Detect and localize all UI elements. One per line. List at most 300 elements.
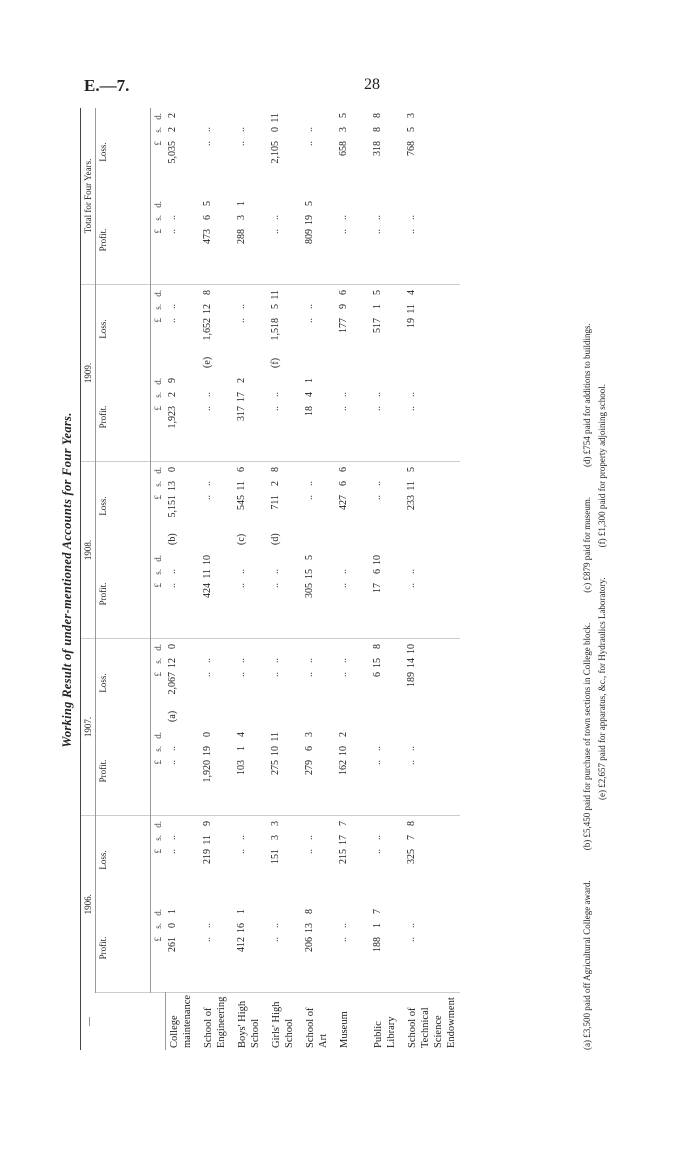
pounds: .. — [371, 494, 383, 500]
note-ref: (a) — [167, 710, 178, 722]
pounds: 1,923 — [167, 405, 178, 429]
pounds: 177 — [337, 317, 349, 333]
shillings: .. — [235, 834, 247, 840]
profit-cell — [234, 196, 268, 285]
loss-cell — [200, 108, 234, 196]
pence: 1 — [303, 377, 315, 383]
pounds: 2,067 — [167, 671, 178, 695]
unit-label: £ — [153, 582, 163, 588]
note-ref — [338, 352, 349, 368]
shillings: 6 — [337, 480, 349, 486]
shillings: .. — [405, 568, 417, 574]
profit-cell — [404, 196, 460, 285]
note-ref — [270, 794, 281, 810]
page-code: E.—7. — [84, 76, 130, 95]
pence: 3 — [303, 731, 315, 737]
loss-cell — [165, 815, 200, 904]
table-row — [404, 108, 460, 1050]
pence: 5 — [405, 466, 417, 472]
year-header: 1909. — [81, 284, 96, 461]
loss-cell — [370, 638, 404, 727]
pence: 11 — [269, 289, 281, 300]
pence — [304, 290, 315, 304]
page-number: 28 — [364, 76, 380, 93]
profit-cell — [268, 196, 302, 285]
shillings: 13 — [303, 922, 315, 933]
unit-header — [151, 284, 166, 373]
note-ref — [406, 794, 417, 810]
note-ref — [338, 706, 349, 722]
shillings: 11 — [405, 480, 417, 491]
unit-header — [151, 904, 166, 993]
loss-cell — [200, 638, 234, 727]
pence: 7 — [371, 908, 383, 914]
note-ref — [304, 529, 315, 545]
loss-cell — [302, 815, 336, 904]
shillings: .. — [337, 214, 349, 220]
note-ref — [202, 883, 213, 899]
loss-cell — [234, 108, 268, 196]
shillings: .. — [167, 214, 178, 220]
shillings: .. — [269, 922, 281, 928]
footnote-b: (b) £5,450 paid for purchase of town sections in College block. — [582, 622, 592, 851]
note-ref: (f) — [269, 357, 281, 368]
note-ref: (b) — [167, 533, 178, 545]
pence — [406, 201, 417, 215]
pounds: 427 — [337, 494, 349, 510]
note-ref — [372, 706, 383, 722]
profit-cell — [336, 727, 370, 816]
pence — [167, 290, 178, 304]
note-ref — [338, 883, 349, 899]
pence — [338, 378, 349, 392]
pounds: .. — [405, 582, 417, 588]
shillings: .. — [405, 745, 417, 751]
note-ref — [167, 440, 178, 456]
note-ref — [202, 971, 213, 987]
unit-label: s. — [153, 745, 163, 752]
unit-label: d. — [153, 289, 163, 297]
note-ref — [202, 706, 213, 722]
note-ref — [202, 529, 213, 545]
loss-cell — [370, 284, 404, 373]
pence: 5 — [201, 200, 213, 206]
loss-cell — [268, 815, 302, 904]
pounds: .. — [201, 494, 213, 500]
note-ref — [236, 971, 247, 987]
shillings: .. — [201, 126, 213, 132]
profit-cell — [404, 550, 460, 639]
unit-label: s. — [153, 391, 163, 398]
rotated-table-block — [60, 80, 640, 1080]
shillings: .. — [269, 391, 281, 397]
loss-header: Loss. — [96, 108, 151, 196]
pounds: 1,518 — [269, 317, 281, 341]
shillings: 11 — [405, 303, 417, 314]
pence — [304, 644, 315, 658]
profit-header: Profit. — [96, 373, 151, 462]
pounds: 19 — [405, 317, 417, 328]
shillings: .. — [371, 834, 383, 840]
shillings: .. — [337, 922, 349, 928]
profit-cell — [234, 904, 268, 993]
pounds: 473 — [201, 228, 213, 244]
year-header: 1907. — [81, 638, 96, 815]
pence — [202, 378, 213, 392]
loss-cell — [200, 284, 234, 373]
shillings: 0 — [167, 922, 178, 928]
loss-cell — [404, 461, 460, 550]
pounds: 279 — [303, 759, 315, 775]
shillings: 15 — [303, 568, 315, 579]
pounds: .. — [303, 317, 315, 323]
profit-cell — [234, 727, 268, 816]
pence — [338, 555, 349, 569]
pence — [304, 821, 315, 835]
note-ref — [338, 440, 349, 456]
pounds: 318 — [371, 140, 383, 156]
note-ref — [304, 706, 315, 722]
pence — [202, 909, 213, 923]
pounds: .. — [269, 582, 281, 588]
pounds: 233 — [405, 494, 417, 510]
unit-label: £ — [153, 228, 163, 234]
row-label-header: — — [81, 992, 166, 1050]
pounds: 17 — [371, 582, 383, 593]
pence: 8 — [371, 112, 383, 118]
pounds: 288 — [235, 228, 247, 244]
accounts-table — [80, 108, 460, 1050]
loss-cell — [336, 108, 370, 196]
pounds: .. — [337, 228, 349, 234]
shillings: 11 — [235, 480, 247, 491]
shillings: .. — [235, 568, 247, 574]
table-row — [268, 108, 302, 1050]
pence: 9 — [201, 820, 213, 826]
pounds: 189 — [405, 671, 417, 687]
unit-label: s. — [153, 480, 163, 487]
pounds: .. — [167, 759, 178, 765]
shillings: 6 — [303, 745, 315, 751]
note-ref — [167, 263, 178, 279]
loss-cell — [268, 284, 302, 373]
profit-cell — [268, 904, 302, 993]
unit-header — [151, 727, 166, 816]
loss-cell — [404, 638, 460, 727]
shillings: .. — [167, 745, 178, 751]
pounds: 275 — [269, 759, 281, 775]
row-label: Boys' High School — [236, 1000, 261, 1048]
pounds: 2,105 — [269, 140, 281, 164]
pounds: 768 — [405, 140, 417, 156]
loss-cell — [370, 461, 404, 550]
note-ref — [304, 794, 315, 810]
profit-cell — [234, 550, 268, 639]
pence — [270, 555, 281, 569]
shillings: .. — [405, 391, 417, 397]
loss-cell — [302, 284, 336, 373]
profit-cell — [165, 904, 200, 993]
pounds: .. — [405, 936, 417, 942]
note-ref — [167, 794, 178, 810]
note-ref — [236, 883, 247, 899]
pence: 2 — [337, 731, 349, 737]
pence — [406, 378, 417, 392]
pounds: .. — [303, 494, 315, 500]
note-ref — [236, 706, 247, 722]
shillings: 15 — [371, 657, 383, 668]
shillings: 6 — [371, 568, 383, 574]
note-ref — [406, 175, 417, 191]
profit-cell — [302, 904, 336, 993]
shillings: .. — [337, 391, 349, 397]
pounds: 658 — [337, 140, 349, 156]
shillings: .. — [303, 480, 315, 486]
unit-label: d. — [153, 112, 163, 120]
profit-cell — [336, 904, 370, 993]
pounds: 151 — [269, 848, 281, 864]
pounds: .. — [303, 671, 315, 677]
unit-label: £ — [153, 671, 163, 677]
unit-label: d. — [153, 377, 163, 385]
unit-label: d. — [153, 466, 163, 474]
note-ref: (c) — [235, 533, 247, 545]
shillings: 12 — [167, 657, 178, 668]
pounds: 1,920 — [201, 759, 213, 783]
table-row — [165, 108, 200, 1050]
loss-cell — [336, 815, 370, 904]
loss-header: Loss. — [96, 284, 151, 373]
row-label: Public Library — [372, 1016, 397, 1048]
profit-cell — [370, 904, 404, 993]
pounds: 809 — [303, 228, 315, 244]
pence — [372, 732, 383, 746]
loss-cell — [165, 638, 200, 727]
shillings: .. — [235, 657, 247, 663]
note-ref — [236, 175, 247, 191]
loss-cell — [234, 638, 268, 727]
shillings: .. — [167, 568, 178, 574]
note-ref — [372, 883, 383, 899]
loss-cell — [268, 461, 302, 550]
pounds: 215 — [337, 848, 349, 864]
unit-header — [151, 550, 166, 639]
shillings: .. — [405, 214, 417, 220]
unit-header — [151, 373, 166, 462]
shillings: 12 — [201, 303, 213, 314]
profit-cell — [370, 727, 404, 816]
profit-header: Profit. — [96, 550, 151, 639]
unit-header — [151, 638, 166, 727]
pounds: 412 — [235, 936, 247, 952]
shillings: 19 — [201, 745, 213, 756]
pounds: .. — [201, 936, 213, 942]
shillings: 3 — [235, 214, 247, 220]
profit-cell — [370, 196, 404, 285]
loss-cell — [234, 284, 268, 373]
note-ref — [338, 263, 349, 279]
shillings: .. — [167, 303, 178, 309]
shillings: .. — [269, 657, 281, 663]
row-label: Girls' High School — [270, 1001, 295, 1048]
pence — [406, 732, 417, 746]
unit-label: s. — [153, 568, 163, 575]
note-ref — [304, 883, 315, 899]
pounds: 305 — [303, 582, 315, 598]
pounds: .. — [337, 671, 349, 677]
loss-cell — [336, 638, 370, 727]
loss-cell — [268, 638, 302, 727]
pounds: .. — [235, 317, 247, 323]
footnote-f: (f) £1,300 paid for property adjoining school. — [597, 383, 607, 548]
pence: 10 — [405, 643, 417, 654]
pence: 3 — [269, 820, 281, 826]
pence — [304, 113, 315, 127]
loss-cell — [404, 108, 460, 196]
pence — [236, 290, 247, 304]
note-ref — [406, 440, 417, 456]
pence — [372, 467, 383, 481]
unit-label: d. — [153, 820, 163, 828]
profit-cell — [200, 904, 234, 993]
note-ref — [372, 794, 383, 810]
note-ref — [406, 263, 417, 279]
loss-header: Loss. — [96, 461, 151, 550]
loss-cell — [404, 815, 460, 904]
unit-label: d. — [153, 200, 163, 208]
note-ref — [406, 352, 417, 368]
year-header: Total for Four Years. — [81, 108, 96, 285]
unit-label: d. — [153, 643, 163, 651]
pence: 1 — [235, 908, 247, 914]
pounds: .. — [371, 228, 383, 234]
table-row — [234, 108, 268, 1050]
pounds: 424 — [201, 582, 213, 598]
loss-cell — [268, 108, 302, 196]
unit-label: s. — [153, 303, 163, 310]
pounds: .. — [269, 405, 281, 411]
note-ref — [270, 175, 281, 191]
pounds: 317 — [235, 405, 247, 421]
pounds: .. — [269, 671, 281, 677]
pence: 4 — [235, 731, 247, 737]
unit-label: £ — [153, 936, 163, 942]
note-ref — [372, 352, 383, 368]
unit-label: d. — [153, 554, 163, 562]
pence — [202, 644, 213, 658]
loss-cell — [200, 815, 234, 904]
pence — [236, 555, 247, 569]
pence: 6 — [235, 466, 247, 472]
note-ref — [236, 794, 247, 810]
note-ref — [304, 617, 315, 633]
footnote-c: (c) £879 paid for museum. — [582, 497, 592, 593]
profit-cell — [165, 196, 200, 285]
profit-cell — [336, 196, 370, 285]
profit-header: Profit. — [96, 727, 151, 816]
pounds: 5,151 — [167, 494, 178, 518]
footnote-e: (e) £2,657 paid for apparatus, &c., for Hydraulics Laboratory. — [597, 577, 607, 800]
pounds: .. — [235, 848, 247, 854]
loss-cell — [302, 108, 336, 196]
profit-cell — [404, 727, 460, 816]
pence: 8 — [303, 908, 315, 914]
pence — [236, 113, 247, 127]
shillings: .. — [201, 480, 213, 486]
shillings: 13 — [167, 480, 178, 491]
footnote-a: (a) £3,500 paid off Agricultural College award. — [582, 880, 592, 1050]
loss-cell — [336, 461, 370, 550]
unit-label: £ — [153, 140, 163, 146]
shillings: .. — [201, 391, 213, 397]
note-ref — [236, 617, 247, 633]
table-row — [370, 108, 404, 1050]
note-ref — [372, 971, 383, 987]
pounds: .. — [337, 936, 349, 942]
note-ref — [270, 617, 281, 633]
note-ref — [372, 529, 383, 545]
shillings: .. — [269, 214, 281, 220]
note-ref — [167, 175, 178, 191]
note-ref — [167, 617, 178, 633]
pence: 9 — [167, 377, 178, 383]
note-ref — [304, 352, 315, 368]
pence: 1 — [235, 200, 247, 206]
row-label: School of Engineering — [202, 996, 227, 1048]
row-label: School of Art — [304, 1007, 329, 1048]
profit-cell — [370, 550, 404, 639]
note-ref — [236, 440, 247, 456]
shillings: 16 — [235, 922, 247, 933]
pounds: .. — [167, 317, 178, 323]
loss-cell — [234, 815, 268, 904]
profit-cell — [234, 373, 268, 462]
shillings: 1 — [235, 745, 247, 751]
unit-label: £ — [153, 848, 163, 854]
profit-cell — [302, 727, 336, 816]
pounds: .. — [405, 759, 417, 765]
note-ref — [270, 971, 281, 987]
unit-header — [151, 461, 166, 550]
shillings: 2 — [167, 391, 178, 397]
pence: 4 — [405, 289, 417, 295]
unit-label: d. — [153, 731, 163, 739]
pounds: .. — [269, 936, 281, 942]
note-ref — [167, 352, 178, 368]
pence: 10 — [201, 554, 213, 565]
pounds: .. — [303, 848, 315, 854]
shillings: 1 — [371, 303, 383, 309]
pounds: 18 — [303, 405, 315, 416]
pence — [270, 644, 281, 658]
unit-label: s. — [153, 657, 163, 664]
note-ref — [406, 883, 417, 899]
pounds: .. — [371, 759, 383, 765]
shillings: 1 — [371, 922, 383, 928]
profit-cell — [404, 373, 460, 462]
shillings: 6 — [201, 214, 213, 220]
pence — [338, 909, 349, 923]
shillings: .. — [303, 657, 315, 663]
profit-cell — [268, 373, 302, 462]
profit-cell — [200, 727, 234, 816]
note-ref — [270, 883, 281, 899]
profit-cell — [165, 727, 200, 816]
note-ref — [372, 617, 383, 633]
loss-cell — [165, 284, 200, 373]
pence: 8 — [405, 820, 417, 826]
loss-cell — [302, 638, 336, 727]
